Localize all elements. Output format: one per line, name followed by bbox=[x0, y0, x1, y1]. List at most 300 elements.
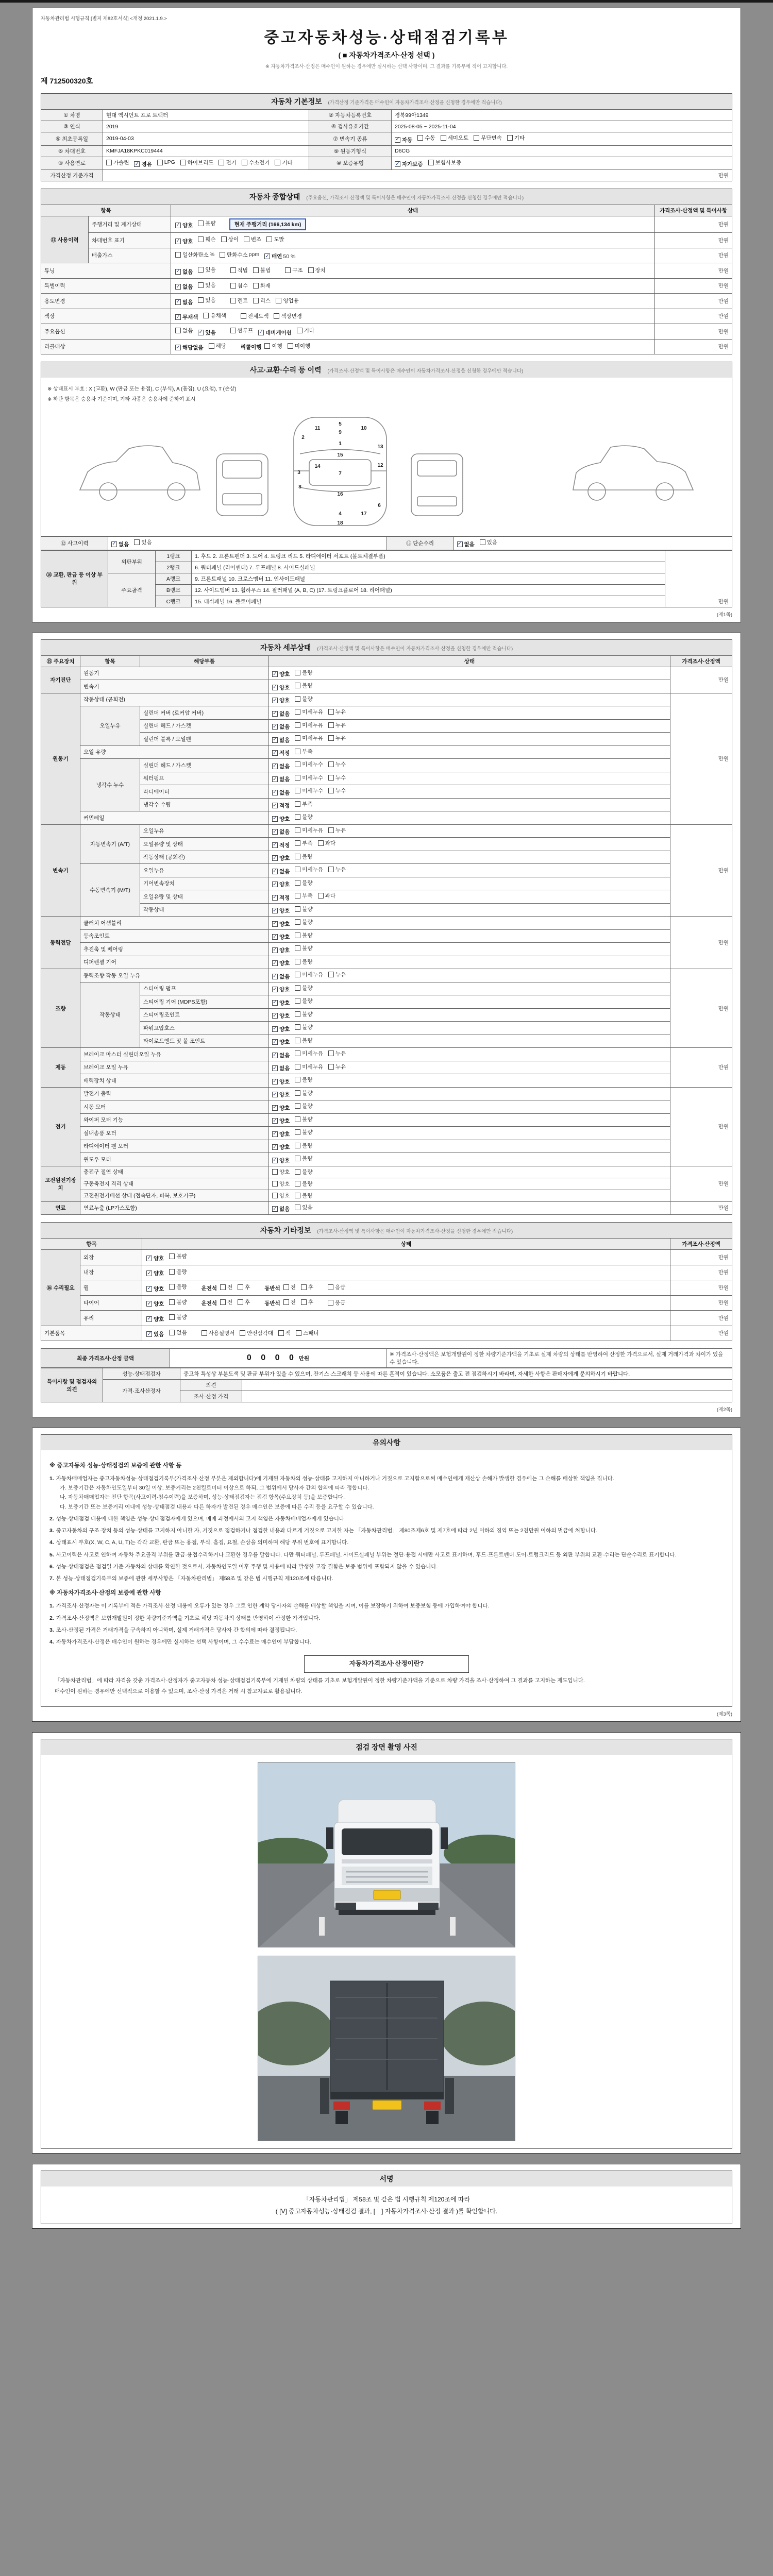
checkbox-option[interactable] bbox=[175, 222, 193, 229]
checkbox-option[interactable] bbox=[219, 159, 236, 166]
checkbox-option[interactable] bbox=[134, 160, 152, 168]
checkbox-option[interactable] bbox=[272, 1168, 290, 1176]
etc-item-label: 기본품목 bbox=[41, 1326, 142, 1341]
price-cell: 만원 bbox=[670, 667, 732, 693]
checkbox-option[interactable] bbox=[272, 775, 290, 783]
exchanged-parts-table bbox=[41, 550, 732, 607]
checkbox-label: 양호 bbox=[279, 816, 290, 822]
device-row bbox=[41, 811, 732, 825]
checkbox-option[interactable] bbox=[328, 774, 346, 782]
checkbox-option[interactable] bbox=[272, 973, 290, 980]
checkbox-option[interactable] bbox=[175, 298, 193, 306]
checkbox-option[interactable] bbox=[272, 933, 290, 941]
checkbox-option[interactable] bbox=[198, 266, 215, 274]
etc-row bbox=[41, 1295, 732, 1311]
checkbox-option[interactable] bbox=[169, 1329, 187, 1336]
reg-no-label: ② 자동차등록번호 bbox=[309, 110, 392, 121]
checkbox-option[interactable] bbox=[272, 920, 290, 928]
checkbox-option[interactable] bbox=[295, 931, 312, 939]
checkbox-label: 불량 bbox=[302, 906, 313, 912]
checkbox-option[interactable] bbox=[283, 1283, 296, 1291]
checkbox-icon bbox=[328, 722, 334, 728]
checkbox-option[interactable] bbox=[295, 866, 323, 873]
checkbox-option[interactable] bbox=[169, 1283, 187, 1291]
checkbox-option[interactable] bbox=[295, 760, 323, 768]
checkbox-option[interactable] bbox=[507, 134, 525, 142]
checkbox-option[interactable] bbox=[301, 1283, 313, 1291]
checkbox-option[interactable] bbox=[272, 868, 290, 875]
device-row bbox=[41, 1190, 732, 1201]
checkbox-option[interactable] bbox=[295, 984, 312, 992]
checkbox-label: 양호 bbox=[279, 947, 290, 954]
checkbox-label: 누유 bbox=[335, 867, 346, 873]
checkbox-icon bbox=[244, 236, 249, 242]
checkbox-option[interactable] bbox=[278, 1329, 291, 1337]
checkbox-label: 유채색 bbox=[210, 312, 226, 319]
checkbox-option[interactable] bbox=[296, 1329, 318, 1337]
device-row bbox=[41, 1061, 732, 1074]
checkbox-label: 미세누유 bbox=[302, 709, 323, 715]
device-state-cell bbox=[269, 1100, 670, 1114]
checkbox-option[interactable] bbox=[198, 235, 215, 243]
checkbox-option[interactable] bbox=[295, 748, 312, 755]
checkbox-icon: ✓ bbox=[265, 253, 270, 259]
checkbox-option[interactable] bbox=[283, 1298, 296, 1306]
checkbox-option[interactable] bbox=[221, 235, 239, 243]
price-cell: 만원 bbox=[670, 1265, 732, 1280]
checkbox-option[interactable] bbox=[288, 342, 310, 350]
checkbox-option[interactable] bbox=[198, 219, 215, 227]
checkbox-option[interactable] bbox=[295, 892, 312, 900]
checkbox-option[interactable] bbox=[295, 1128, 312, 1136]
checkbox-option[interactable] bbox=[328, 1299, 345, 1307]
checkbox-label: 불량 bbox=[302, 696, 313, 702]
checkbox-option[interactable] bbox=[480, 538, 497, 546]
checkbox-label: 화재 bbox=[260, 282, 271, 289]
checkbox-option[interactable] bbox=[272, 854, 290, 862]
checkbox-label: 없음 bbox=[279, 1206, 290, 1212]
checkbox-icon bbox=[230, 298, 236, 303]
checkbox-option[interactable] bbox=[295, 905, 312, 913]
checkbox-option[interactable] bbox=[328, 866, 346, 873]
checkbox-option[interactable] bbox=[175, 251, 214, 259]
checkbox-option[interactable] bbox=[272, 828, 290, 836]
checkbox-option[interactable] bbox=[295, 1023, 312, 1031]
state-segment bbox=[145, 1282, 193, 1293]
checkbox-icon bbox=[264, 343, 270, 349]
checkbox-option[interactable] bbox=[272, 1038, 290, 1046]
checkbox-option[interactable] bbox=[295, 669, 312, 676]
checkbox-option[interactable] bbox=[308, 266, 326, 274]
checkbox-label: 누유 bbox=[335, 709, 346, 715]
checkbox-option[interactable] bbox=[230, 297, 248, 304]
device-state-cell bbox=[269, 798, 670, 811]
checkbox-option[interactable] bbox=[318, 892, 335, 900]
detail-state-note: (가격조사·산정액 및 특이사항은 매수인이 자동차가격조사·산정을 신청한 경우에만 적습니다) bbox=[317, 646, 513, 652]
checkbox-option[interactable] bbox=[295, 879, 312, 887]
checkbox-option[interactable] bbox=[295, 1037, 312, 1044]
checkbox-option[interactable] bbox=[272, 1052, 290, 1059]
checkbox-option[interactable] bbox=[157, 159, 175, 165]
device-state-cell bbox=[269, 667, 670, 680]
checkbox-option[interactable] bbox=[276, 297, 298, 304]
checkbox-icon bbox=[266, 236, 272, 242]
checkbox-option[interactable] bbox=[272, 1117, 290, 1125]
state-segment bbox=[174, 219, 222, 230]
checkbox-label: 불량 bbox=[302, 683, 313, 689]
checkbox-icon bbox=[295, 735, 300, 741]
device-sub-label: 수동변속기 (M/T) bbox=[80, 864, 140, 917]
checkbox-option[interactable] bbox=[169, 1298, 187, 1306]
checkbox-option[interactable] bbox=[272, 986, 290, 993]
checkbox-label: 훼손 bbox=[205, 236, 216, 243]
checkbox-option[interactable] bbox=[457, 540, 475, 548]
device-row bbox=[41, 1166, 732, 1178]
notice-list-2 bbox=[49, 1602, 724, 1646]
checkbox-option[interactable] bbox=[272, 670, 290, 678]
device-item-label: 오일누유 bbox=[140, 864, 269, 877]
checkbox-option[interactable] bbox=[272, 1205, 290, 1213]
checkbox-icon bbox=[134, 539, 140, 545]
checkbox-option[interactable] bbox=[295, 1142, 312, 1149]
checkbox-option[interactable] bbox=[295, 1063, 323, 1071]
checkbox-option[interactable] bbox=[295, 1155, 312, 1162]
condition-state-cell bbox=[171, 278, 655, 294]
checkbox-option[interactable] bbox=[328, 971, 346, 978]
checkbox-label: 전기 bbox=[226, 159, 237, 166]
device-item-label: 파워고압호스 bbox=[140, 1022, 269, 1035]
checkbox-option[interactable] bbox=[295, 997, 312, 1005]
accident-history-title: 사고·교환·수리 등 이력 bbox=[249, 366, 322, 374]
checkbox-option[interactable] bbox=[328, 734, 346, 742]
notice-item bbox=[49, 1626, 724, 1634]
checkbox-option[interactable] bbox=[253, 266, 271, 274]
checkbox-option[interactable] bbox=[295, 944, 312, 952]
checkbox-option[interactable] bbox=[180, 159, 214, 166]
checkbox-option[interactable] bbox=[275, 159, 292, 166]
diagram-part-number: 2 bbox=[301, 435, 305, 440]
document-page bbox=[32, 8, 741, 2229]
photos-header bbox=[41, 1739, 732, 1755]
checkbox-icon: ✓ bbox=[273, 907, 277, 913]
inspector-opinion-text: 중고차 특성상 부분도색 및 판금 부위가 있을 수 있으며, 잔기스·스크래치 등 사용에 따른 흔적이 있습니다. 소모품은 출고 전 점검하시기 바라며, 자세한 사항은 판매자에게 문의하시기 바랍니다. bbox=[180, 1368, 732, 1380]
checkbox-option[interactable] bbox=[295, 1204, 312, 1211]
checkbox-option[interactable] bbox=[272, 684, 290, 691]
checkbox-label: 없음 bbox=[279, 868, 290, 875]
condition-row bbox=[41, 248, 732, 263]
checkbox-label: 사용설명서 bbox=[208, 1330, 235, 1336]
checkbox-option[interactable] bbox=[175, 327, 193, 334]
checkbox-option[interactable] bbox=[295, 734, 323, 742]
checkbox-option[interactable] bbox=[242, 159, 270, 166]
checkbox-option[interactable] bbox=[328, 708, 346, 716]
checkbox-option[interactable] bbox=[198, 296, 215, 304]
checkbox-option[interactable] bbox=[295, 1168, 312, 1176]
checkbox-option[interactable] bbox=[241, 312, 269, 320]
checkbox-option[interactable] bbox=[201, 1329, 235, 1337]
checkbox-label: 양호 bbox=[279, 960, 290, 967]
checkbox-option[interactable] bbox=[285, 266, 303, 274]
checkbox-option[interactable] bbox=[169, 1268, 187, 1276]
checkbox-option[interactable] bbox=[272, 1078, 290, 1086]
checkbox-option[interactable] bbox=[295, 1010, 312, 1018]
appraiser-label: 가격·조사산정자 bbox=[103, 1380, 180, 1402]
checkbox-option[interactable] bbox=[175, 344, 204, 351]
checkbox-label: 누유 bbox=[335, 827, 346, 834]
checkbox-option[interactable] bbox=[220, 1283, 232, 1291]
condition-state-cell bbox=[171, 248, 655, 263]
checkbox-option[interactable] bbox=[295, 826, 323, 834]
checkbox-option[interactable] bbox=[295, 918, 312, 926]
checkbox-option[interactable] bbox=[272, 880, 290, 888]
checkbox-option[interactable] bbox=[272, 802, 290, 809]
checkbox-option[interactable] bbox=[295, 1180, 312, 1188]
diagram-part-number: 12 bbox=[377, 463, 383, 468]
notice-item-text: 성능·상태점검은 점검일 기준 자동차의 상태를 확인한 것으로서, 자동차인도일 이후 주행 및 사용에 따라 발생한 고장·결함은 보증 범위에 포함되지 않을 수 있습니다. bbox=[56, 1563, 438, 1570]
checkbox-option[interactable] bbox=[240, 1329, 273, 1337]
rankB-parts: 12. 사이드멤버 13. 휠하우스 14. 필러패널 (A, B, C) (17. 트렁크플로어 18. 리어패널) bbox=[192, 584, 665, 596]
checkbox-option[interactable] bbox=[328, 760, 346, 768]
checkbox-option[interactable] bbox=[441, 134, 469, 142]
checkbox-option[interactable] bbox=[220, 1298, 232, 1306]
checkbox-option[interactable] bbox=[175, 268, 193, 276]
checkbox-option[interactable] bbox=[253, 297, 271, 304]
checkbox-option[interactable] bbox=[258, 329, 292, 336]
checkbox-icon: ✓ bbox=[176, 222, 180, 228]
checkbox-option[interactable] bbox=[272, 1192, 290, 1199]
checkbox-option[interactable] bbox=[209, 342, 226, 350]
inspection-period-label: ④ 검사유효기간 bbox=[309, 121, 392, 132]
checkbox-label: 이행 bbox=[272, 343, 282, 350]
device-state-cell bbox=[269, 903, 670, 917]
checkbox-option[interactable] bbox=[295, 1049, 323, 1057]
checkbox-option[interactable] bbox=[295, 800, 312, 808]
car-diagram-svg bbox=[67, 405, 706, 534]
checkbox-option[interactable] bbox=[106, 159, 129, 166]
checkbox-option[interactable] bbox=[272, 1104, 290, 1112]
checkbox-option[interactable] bbox=[328, 1063, 346, 1071]
checkbox-option[interactable] bbox=[395, 160, 423, 168]
checkbox-option[interactable] bbox=[295, 774, 323, 782]
etc-item-label: 유리 bbox=[80, 1311, 142, 1326]
condition-state-cell bbox=[171, 309, 655, 324]
checkbox-option[interactable] bbox=[295, 1192, 312, 1199]
checkbox-option[interactable] bbox=[146, 1255, 164, 1262]
notice-item-number: 1. bbox=[49, 1603, 54, 1609]
checkbox-option[interactable] bbox=[253, 282, 271, 290]
checkbox-label: 보험사보증 bbox=[435, 159, 462, 166]
checkbox-option[interactable] bbox=[220, 251, 259, 259]
checkbox-option[interactable] bbox=[272, 749, 290, 757]
checkbox-option[interactable] bbox=[297, 327, 314, 334]
checkbox-label: 불량 bbox=[302, 1077, 313, 1083]
panel-signature bbox=[32, 2164, 741, 2229]
checkbox-option[interactable] bbox=[295, 853, 312, 860]
checkbox-option[interactable] bbox=[198, 281, 215, 289]
checkbox-option[interactable] bbox=[417, 134, 435, 142]
checkbox-label: 불량 bbox=[302, 1192, 313, 1199]
checkbox-option[interactable] bbox=[203, 312, 226, 319]
checkbox-option[interactable] bbox=[295, 839, 312, 847]
checkbox-label: 불량 bbox=[302, 1037, 313, 1044]
checkbox-option[interactable] bbox=[272, 946, 290, 954]
checkbox-option[interactable] bbox=[295, 1089, 312, 1097]
checkbox-icon: ✓ bbox=[176, 314, 180, 320]
checkbox-option[interactable] bbox=[295, 682, 312, 689]
checkbox-option[interactable] bbox=[266, 235, 284, 243]
etc-info-table bbox=[41, 1238, 732, 1341]
checkbox-icon: ✓ bbox=[273, 868, 277, 874]
checkbox-option[interactable] bbox=[146, 1300, 164, 1308]
checkbox-option[interactable] bbox=[272, 1064, 290, 1072]
checkbox-option[interactable] bbox=[295, 695, 312, 703]
checkbox-option[interactable] bbox=[146, 1285, 164, 1293]
device-item-label: 브레이크 오일 누유 bbox=[80, 1061, 269, 1074]
checkbox-option[interactable] bbox=[328, 1049, 346, 1057]
checkbox-option[interactable] bbox=[244, 235, 261, 243]
device-sub-label: 작동상태 bbox=[80, 982, 140, 1048]
checkbox-option[interactable] bbox=[272, 723, 290, 731]
checkbox-option[interactable] bbox=[272, 815, 290, 823]
device-row bbox=[41, 1140, 732, 1153]
checkbox-option[interactable] bbox=[230, 266, 248, 274]
checkbox-option[interactable] bbox=[134, 538, 152, 546]
checkbox-option[interactable] bbox=[272, 1143, 290, 1151]
checkbox-option[interactable] bbox=[328, 826, 346, 834]
price-cell: 만원 bbox=[665, 550, 732, 607]
checkbox-option[interactable] bbox=[295, 787, 323, 794]
checkbox-option[interactable] bbox=[175, 283, 193, 291]
checkbox-label: 누수 bbox=[335, 774, 346, 781]
device-row bbox=[41, 890, 732, 904]
checkbox-option[interactable] bbox=[272, 1025, 290, 1033]
column-header-state: 상태 bbox=[142, 1239, 670, 1250]
checkbox-option[interactable] bbox=[272, 907, 290, 914]
checkbox-option[interactable] bbox=[428, 159, 462, 166]
checkbox-label: 양호 bbox=[279, 671, 290, 677]
checkbox-option[interactable] bbox=[264, 252, 295, 260]
checkbox-label: 불량 bbox=[205, 221, 216, 227]
checkbox-option[interactable] bbox=[146, 1315, 164, 1323]
checkbox-option[interactable] bbox=[301, 1298, 313, 1306]
device-state-cell bbox=[269, 745, 670, 759]
checkbox-icon bbox=[175, 328, 181, 333]
checkbox-option[interactable] bbox=[272, 1130, 290, 1138]
checkbox-option[interactable] bbox=[272, 959, 290, 967]
checkbox-label: 변조 bbox=[250, 236, 262, 243]
notice-item bbox=[49, 1551, 724, 1559]
checkbox-option[interactable] bbox=[272, 710, 290, 718]
checkbox-option[interactable] bbox=[272, 894, 290, 902]
checkbox-option[interactable] bbox=[295, 708, 323, 716]
checkbox-option[interactable] bbox=[198, 329, 215, 336]
checkbox-option[interactable] bbox=[295, 1076, 312, 1083]
checkbox-option[interactable] bbox=[230, 327, 253, 334]
checkbox-option[interactable] bbox=[169, 1252, 187, 1260]
checkbox-option[interactable] bbox=[295, 958, 312, 965]
checkbox-option[interactable] bbox=[175, 238, 193, 245]
checkbox-icon: ✓ bbox=[147, 1331, 152, 1337]
checkbox-option[interactable] bbox=[328, 787, 346, 794]
checkbox-icon bbox=[295, 1169, 300, 1175]
condition-item-label: 용도변경 bbox=[41, 294, 171, 309]
checkbox-icon bbox=[318, 840, 324, 846]
price-cell: 만원 bbox=[655, 216, 732, 233]
checkbox-option[interactable] bbox=[238, 1298, 250, 1306]
checkbox-option[interactable] bbox=[328, 1283, 345, 1291]
checkbox-option[interactable] bbox=[318, 839, 335, 847]
checkbox-option[interactable] bbox=[146, 1269, 164, 1277]
checkbox-option[interactable] bbox=[111, 540, 129, 548]
checkbox-option[interactable] bbox=[272, 789, 290, 796]
checkbox-option[interactable] bbox=[272, 841, 290, 849]
checkbox-option[interactable] bbox=[295, 813, 312, 821]
checkbox-option[interactable] bbox=[272, 1091, 290, 1098]
device-state-cell bbox=[269, 877, 670, 890]
checkbox-option[interactable] bbox=[146, 1330, 164, 1338]
checkbox-option[interactable] bbox=[272, 697, 290, 704]
checkbox-icon bbox=[230, 267, 236, 273]
checkbox-option[interactable] bbox=[272, 999, 290, 1007]
checkbox-option[interactable] bbox=[272, 1157, 290, 1164]
checkbox-icon bbox=[220, 1284, 226, 1290]
page-marker: (제1쪽) bbox=[717, 612, 732, 618]
rank1-parts: 1. 후드 2. 프론트펜더 3. 도어 4. 트렁크 리드 5. 라디에이터 서포트 (볼트체결부품) bbox=[192, 550, 665, 562]
outer-panel-label: 외판부위 bbox=[108, 550, 156, 573]
checkbox-label: 있음 bbox=[141, 539, 152, 546]
checkbox-label: 양호 bbox=[182, 222, 193, 229]
checkbox-icon bbox=[219, 160, 224, 165]
checkbox-option[interactable] bbox=[272, 1180, 290, 1188]
checkbox-option[interactable] bbox=[295, 1115, 312, 1123]
checkbox-option[interactable] bbox=[474, 134, 502, 142]
condition-row bbox=[41, 263, 732, 279]
checkbox-option[interactable] bbox=[272, 762, 290, 770]
checkbox-option[interactable] bbox=[295, 971, 323, 978]
checkbox-icon bbox=[238, 1284, 243, 1290]
checkbox-option[interactable] bbox=[295, 721, 323, 729]
state-segment bbox=[145, 1252, 193, 1263]
checkbox-option[interactable] bbox=[238, 1283, 250, 1291]
state-segment bbox=[145, 1298, 193, 1309]
checkbox-label: 없음 bbox=[279, 789, 290, 796]
checkbox-option[interactable] bbox=[272, 1012, 290, 1020]
checkbox-option[interactable] bbox=[264, 342, 282, 350]
notice-item bbox=[49, 1602, 724, 1610]
device-row bbox=[41, 1153, 732, 1166]
checkbox-icon bbox=[198, 236, 204, 242]
device-item-label: 클러치 어셈블리 bbox=[80, 917, 269, 930]
checkbox-label: 기타 bbox=[514, 135, 525, 141]
checkbox-option[interactable] bbox=[272, 736, 290, 744]
checkbox-label: 불량 bbox=[302, 932, 313, 939]
checkbox-option[interactable] bbox=[395, 136, 412, 144]
checkbox-option[interactable] bbox=[175, 313, 198, 321]
checkbox-option[interactable] bbox=[328, 721, 346, 729]
checkbox-option[interactable] bbox=[274, 312, 302, 320]
checkbox-label: 전 bbox=[290, 1284, 296, 1291]
condition-group-label: ⑪ 사용이력 bbox=[41, 216, 89, 263]
checkbox-option[interactable] bbox=[169, 1313, 187, 1321]
checkbox-label: 불량 bbox=[302, 1168, 313, 1175]
checkbox-option[interactable] bbox=[230, 282, 248, 290]
simple-repair-options bbox=[453, 537, 732, 550]
section-basic-info bbox=[41, 93, 732, 181]
basic-info-note: (가격산정 기준가격은 매수인이 자동차가격조사·산정을 신청한 경우에만 적습니다) bbox=[328, 100, 502, 106]
state-segment bbox=[240, 312, 308, 321]
checkbox-icon bbox=[295, 867, 300, 872]
checkbox-option[interactable] bbox=[295, 1102, 312, 1110]
